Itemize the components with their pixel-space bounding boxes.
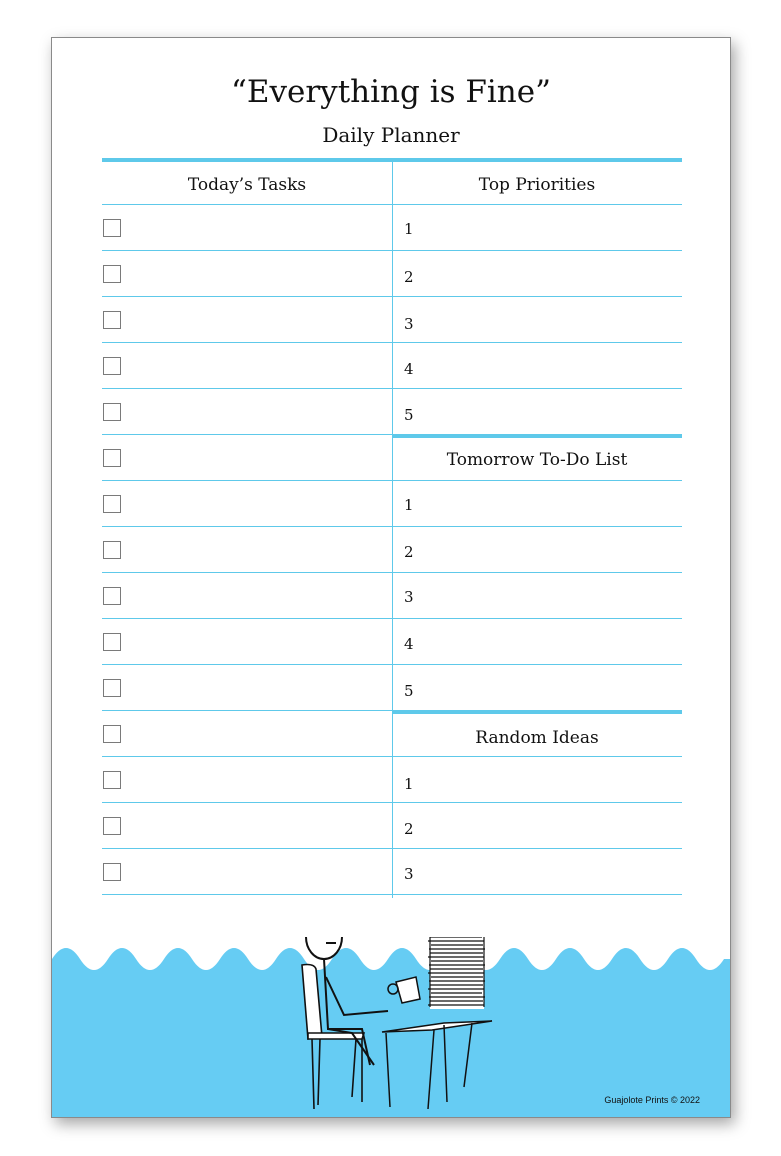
task-checkbox[interactable] (103, 495, 121, 513)
tomorrow-number: 1 (404, 496, 414, 514)
water-illustration (52, 937, 730, 1117)
planner-title: “Everything is Fine” (231, 74, 551, 110)
paper-stack (428, 937, 485, 1009)
task-checkbox[interactable] (103, 541, 121, 559)
priority-number: 3 (404, 315, 414, 333)
planner-subtitle: Daily Planner (322, 123, 460, 147)
tomorrow-number: 4 (404, 635, 414, 653)
task-checkbox[interactable] (103, 357, 121, 375)
task-checkbox[interactable] (103, 403, 121, 421)
task-checkbox[interactable] (103, 725, 121, 743)
priority-number: 1 (404, 220, 414, 238)
task-checkbox[interactable] (103, 587, 121, 605)
planner-table (102, 158, 682, 900)
priority-number: 2 (404, 268, 414, 286)
tomorrow-number: 5 (404, 682, 414, 700)
water-waves (52, 948, 730, 1117)
ideas-header: Random Ideas (475, 728, 599, 748)
idea-number: 2 (404, 820, 414, 838)
priorities-header: Top Priorities (478, 175, 596, 195)
task-checkbox[interactable] (103, 449, 121, 467)
planner-sheet (51, 37, 731, 1118)
task-checkbox[interactable] (103, 771, 121, 789)
task-checkbox[interactable] (103, 863, 121, 881)
task-checkbox[interactable] (103, 219, 121, 237)
idea-number: 3 (404, 865, 414, 883)
task-checkbox[interactable] (103, 265, 121, 283)
tomorrow-number: 2 (404, 543, 414, 561)
column-divider (392, 162, 393, 898)
task-checkbox[interactable] (103, 633, 121, 651)
tomorrow-header: Tomorrow To-Do List (446, 450, 628, 470)
tomorrow-number: 3 (404, 588, 414, 606)
copyright-credit: Guajolote Prints © 2022 (604, 1095, 700, 1105)
task-checkbox[interactable] (103, 817, 121, 835)
priority-number: 5 (404, 406, 414, 424)
task-checkbox[interactable] (103, 311, 121, 329)
idea-number: 1 (404, 775, 414, 793)
tasks-header: Today’s Tasks (187, 175, 307, 195)
task-checkbox[interactable] (103, 679, 121, 697)
priority-number: 4 (404, 360, 414, 378)
